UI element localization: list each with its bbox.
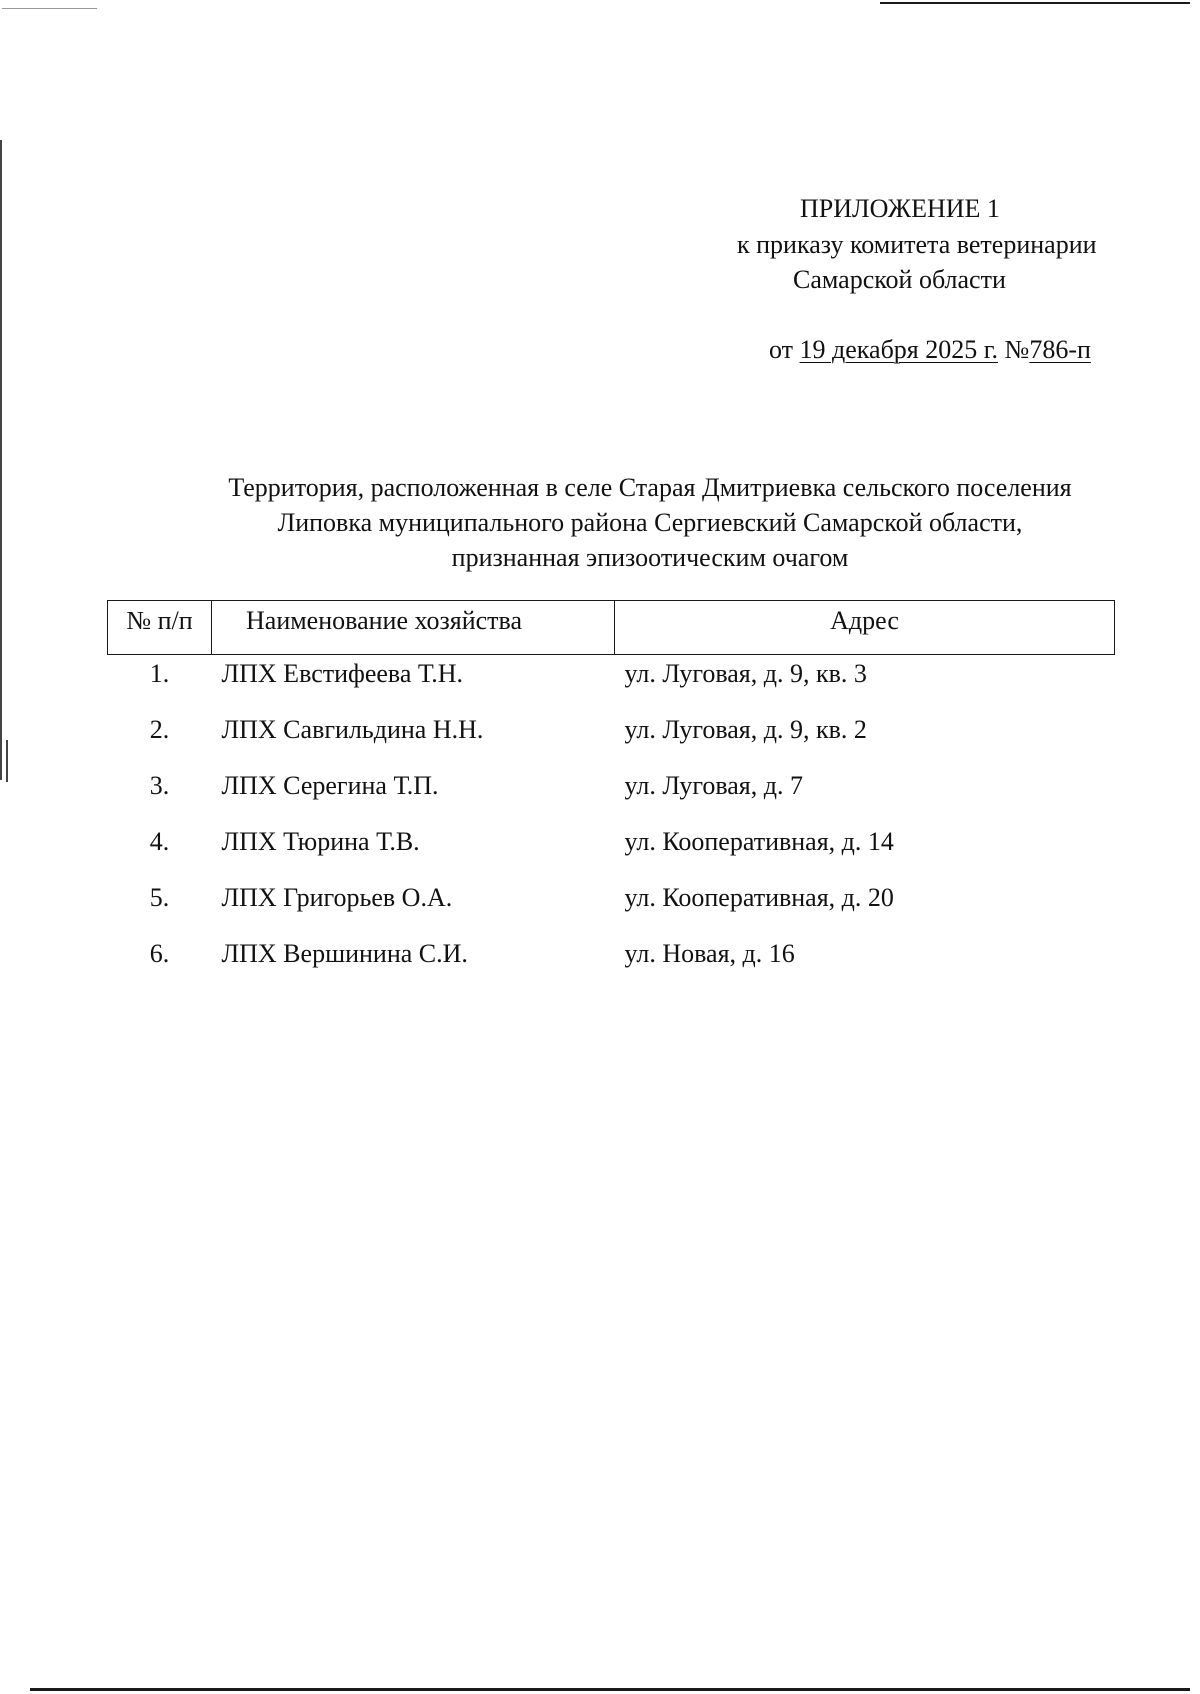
appendix-title: ПРИЛОЖЕНИЕ 1 [800, 194, 1000, 223]
header-farm-name: Наименование хозяйства [212, 601, 615, 655]
heading-line-1: Территория, расположенная в селе Старая Дмитриевка сельского поселения [228, 473, 1072, 502]
header-number: № п/п [108, 601, 212, 655]
table-row [108, 823, 1115, 879]
row-address: ул. Луговая, д. 9, кв. 3 [624, 659, 867, 688]
date-prefix: от [769, 335, 794, 364]
appendix-line-region: Самарской области [793, 265, 1006, 294]
row-address: ул. Луговая, д. 7 [624, 771, 803, 800]
scan-artifact-left-edge [0, 140, 2, 780]
heading-line-2: Липовка муниципального района Сергиевский Самарской области, [277, 508, 1023, 537]
table-row [108, 879, 1115, 935]
scan-artifact-top-right [880, 2, 1190, 4]
row-address: ул. Кооперативная, д. 14 [624, 827, 894, 856]
row-address: ул. Кооперативная, д. 20 [624, 883, 894, 912]
row-number: 2. [149, 715, 170, 744]
scan-artifact-top-left [2, 8, 97, 9]
row-farm-name: ЛПХ Тюрина Т.В. [221, 827, 420, 856]
table-row [108, 655, 1115, 712]
appendix-date-line [769, 337, 1091, 363]
row-farm-name: ЛПХ Вершинина С.И. [221, 939, 468, 968]
row-farm-name: ЛПХ Григорьев О.А. [221, 883, 453, 912]
header-address: Адрес [615, 601, 1115, 655]
heading-line-3: признанная эпизоотическим очагом [451, 543, 849, 572]
row-farm-name: ЛПХ Серегина Т.П. [221, 771, 439, 800]
table-header-row [108, 601, 1115, 655]
document-heading [150, 470, 1150, 575]
appendix-line-order: к приказу комитета ветеринарии [737, 230, 1097, 259]
row-farm-name: ЛПХ Савгильдина Н.Н. [221, 715, 484, 744]
table-row [108, 711, 1115, 767]
row-number: 4. [149, 827, 170, 856]
row-number: 6. [149, 939, 170, 968]
row-address: ул. Луговая, д. 9, кв. 2 [624, 715, 867, 744]
order-date: 19 декабря 2025 г. [799, 335, 998, 364]
order-number: 786-п [1029, 335, 1091, 364]
row-number: 1. [149, 659, 170, 688]
scan-artifact-bottom [30, 1688, 1190, 1691]
row-number: 3. [149, 771, 170, 800]
table-row [108, 767, 1115, 823]
scan-artifact-left-edge-lower [6, 740, 8, 782]
row-number: 5. [149, 883, 170, 912]
number-sign: № [1004, 335, 1030, 364]
table-row [108, 935, 1115, 991]
farm-table [107, 600, 1115, 991]
row-farm-name: ЛПХ Евстифеева Т.Н. [221, 659, 463, 688]
row-address: ул. Новая, д. 16 [624, 939, 795, 968]
